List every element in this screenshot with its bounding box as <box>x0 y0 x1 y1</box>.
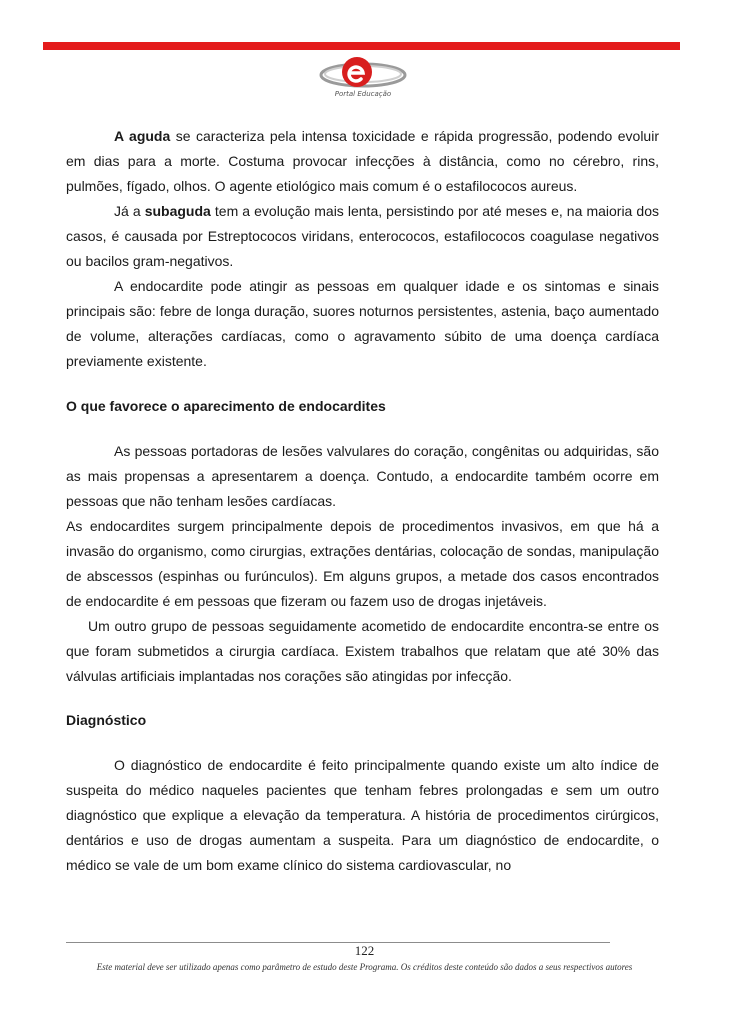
paragraph-valvular-lesions: As pessoas portadoras de lesões valvulares do coração, congênitas ou adquiridas, são as mais propensas a apresentarem a doença. Contudo, a endocardite também ocorre em pessoas que não tenham lesões cardíacas. <box>66 443 659 509</box>
section-heading-risk-factors: O que favorece o aparecimento de endocardites <box>66 398 386 414</box>
paragraph-cardiac-surgery: Um outro grupo de pessoas seguidamente acometido de endocardite encontra-se entre os que foram submetidos a cirurgia cardíaca. Existem trabalhos que relatam que até 30% das válvulas artificiais implantadas nos corações são atingidas por infecção. <box>66 618 659 684</box>
header-red-bar <box>43 42 680 50</box>
footer-note: Este material deve ser utilizado apenas como parâmetro de estudo deste Programa. Os créditos deste conteúdo são dados a seus respectivos autores <box>96 962 633 972</box>
portal-educacao-logo <box>310 55 416 105</box>
section-heading-diagnosis: Diagnóstico <box>66 712 147 728</box>
page-number: 122 <box>354 943 375 958</box>
document-body <box>66 124 659 878</box>
paragraph-invasive-procedures: As endocardites surgem principalmente depois de procedimentos invasivos, em que há a invasão do organismo, como cirurgias, extrações dentárias, colocação de sondas, manipulação de abscessos (espinhas ou furúnculos). Em alguns grupos, a metade dos casos encontrados de endocardite é em pessoas que fizeram ou fazem uso de drogas injetáveis. <box>66 518 659 609</box>
paragraph-acute: A aguda se caracteriza pela intensa toxicidade e rápida progressão, podendo evoluir em dias para a morte. Costuma provocar infecções à distância, como no cérebro, rins, pulmões, fígado, olhos. O agente etiológico mais comum é o estafilococos aureus. <box>66 128 659 194</box>
term-subaguda: subaguda <box>144 203 211 219</box>
paragraph-diagnosis: O diagnóstico de endocardite é feito principalmente quando existe um alto índice de suspeita do médico naqueles pacientes que tenham febres prolongadas e sem um outro diagnóstico que explique a elevação da temperatura. A história de procedimentos cirúrgicos, dentários e uso de drogas aumentam a suspeita. Para um diagnóstico de endocardite, o médico se vale de um bom exame clínico do sistema cardiovascular, no <box>66 757 659 873</box>
logo-caption: Portal Educação <box>334 90 392 98</box>
paragraph-subacute: Já a subaguda tem a evolução mais lenta, persistindo por até meses e, na maioria dos casos, é causada por Estreptococos viridans, enterococos, estafilococos coagulase negativos ou bacilos gram-negativos. <box>66 203 659 269</box>
paragraph-symptoms: A endocardite pode atingir as pessoas em qualquer idade e os sintomas e sinais principais são: febre de longa duração, suores noturnos persistentes, astenia, baço aumentado de volume, alterações cardíacas, como o agravamento súbito de uma doença cardíaca previamente existente. <box>66 278 659 369</box>
term-aguda: A aguda <box>114 128 171 144</box>
logo-icon <box>310 55 416 91</box>
